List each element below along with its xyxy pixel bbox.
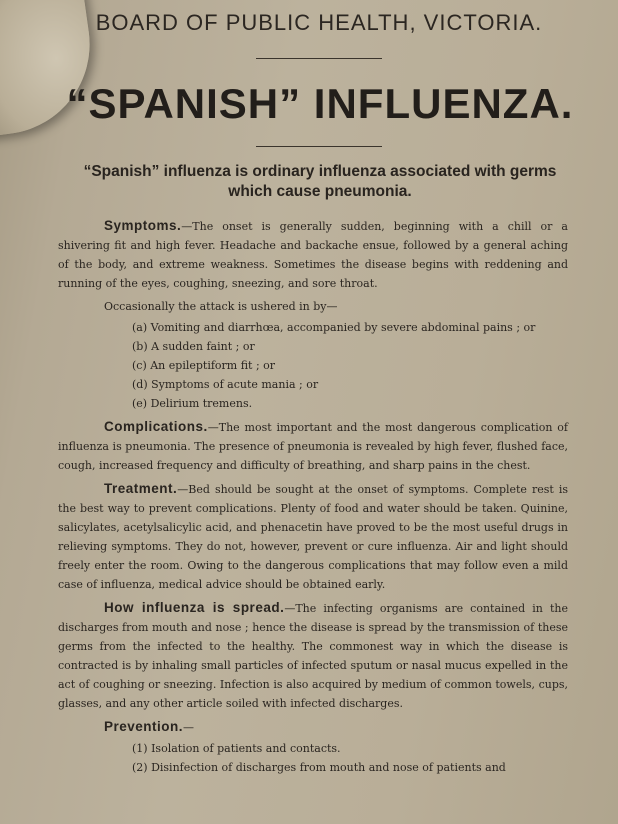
poster-title: “SPANISH” INFLUENZA. (66, 80, 574, 127)
prevention-list (58, 739, 568, 777)
symptoms-heading: Symptoms. (104, 218, 182, 233)
poster-body (58, 216, 568, 781)
symptoms-section (58, 216, 568, 293)
treatment-heading: Treatment. (104, 481, 178, 496)
list-item: (b) A sudden faint ; or (132, 340, 255, 353)
spread-heading: How influenza is spread. (104, 600, 285, 615)
list-item: (c) An epileptiform fit ; or (132, 359, 276, 372)
prevention-text: — (183, 721, 195, 734)
treatment-section (58, 479, 568, 594)
list-item: (e) Delirium tremens. (132, 397, 253, 410)
poster-subtitle: “Spanish” influenza is ordinary influenza associated with germs which cause pneumonia. (83, 163, 557, 200)
prevention-section (58, 717, 568, 737)
prevention-heading: Prevention. (104, 719, 184, 734)
list-item: (2) Disinfection of discharges from mouth and nose of patients and (132, 761, 506, 774)
title-rule (256, 146, 382, 147)
board-header: BOARD OF PUBLIC HEALTH, VICTORIA. (95, 10, 543, 35)
complications-heading: Complications. (104, 419, 208, 434)
header-rule (256, 58, 382, 59)
list-item: (d) Symptoms of acute mania ; or (132, 378, 319, 391)
list-item: (a) Vomiting and diarrhœa, accompanied by severe abdominal pains ; or (132, 321, 536, 334)
symptoms-list (58, 318, 568, 413)
list-item: (1) Isolation of patients and contacts. (132, 742, 341, 755)
complications-text: —The most important and the most dangerous complication of influenza is pneumonia. The presence of pneumonia is revealed by high fever, flushed face, cough, increased frequency and difficulty of breathing, and sharp pains in the chest. (58, 421, 568, 472)
symptoms-text: —The onset is generally sudden, beginning with a chill or a shivering fit and high fever. Headache and backache ensue, followed by a general aching of the body, and extreme weakness. Sometimes the disease begins with reddening and running of the eyes, coughing, sneezing, and sore throat. (58, 220, 568, 290)
complications-section (58, 417, 568, 475)
spread-text: —The infecting organisms are contained in the discharges from mouth and nose ; hence the disease is spread by the transmission of these germs from the infected to the healthy. The commonest way in which the disease is contracted is by inhaling small particles of infected sputum or nasal mucus expelled in the act of coughing or sneezing. Infection is also acquired by medium of common towels, cups, glasses, and any other article soiled with infected discharges. (58, 602, 568, 710)
treatment-text: —Bed should be sought at the onset of symptoms. Complete rest is the best way to prevent complications. Plenty of food and water should be taken. Quinine, salicylates, acetylsalicylic acid, and phenacetin have proved to be the most useful drugs in relieving symptoms. They do not, however, prevent or cure influenza. Air and light should freely enter the room. Owing to the dangerous complications that may follow even a mild case of influenza, medical advice should be obtained early. (58, 483, 568, 591)
symptoms-intro: Occasionally the attack is ushered in by— (104, 300, 338, 313)
spread-section (58, 598, 568, 713)
